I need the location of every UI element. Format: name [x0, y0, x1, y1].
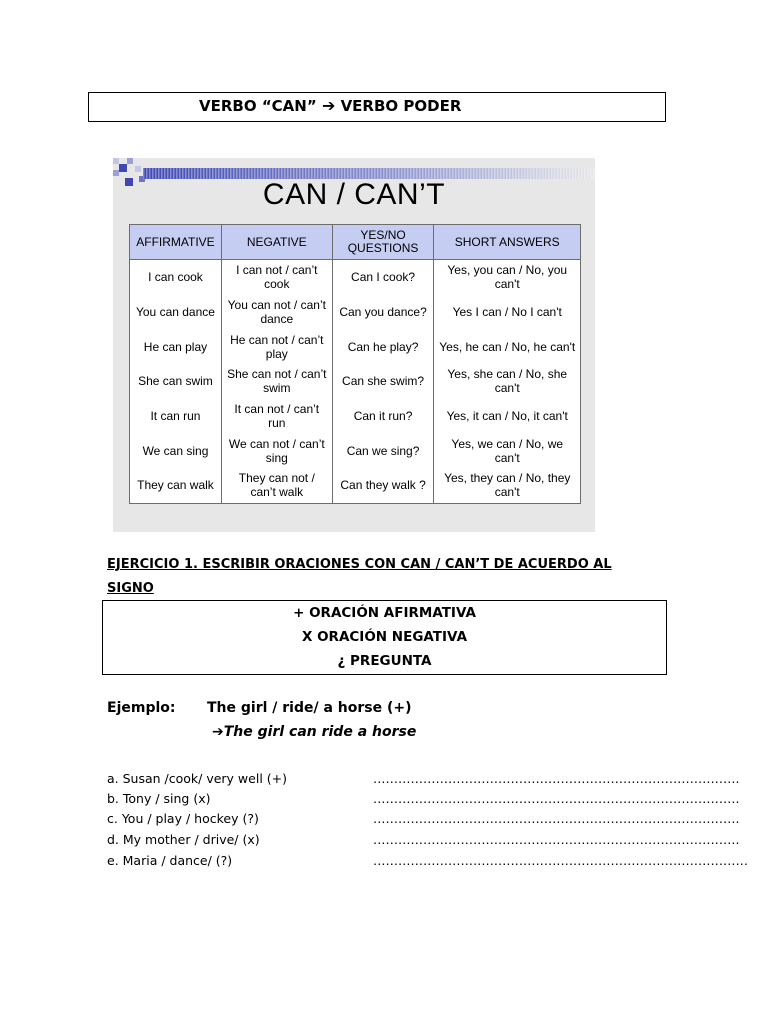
table-row: [130, 295, 581, 330]
exercise-item-b: b. Tony / sing (x): [107, 791, 211, 806]
table-cell: Can they walk ?: [332, 468, 434, 503]
table-cell: It can run: [130, 399, 222, 434]
example-answer: [212, 724, 416, 740]
table-cell: They can walk: [130, 468, 222, 503]
table-cell: Yes, you can / No, you can't: [434, 260, 581, 295]
answer-line-e[interactable]: ………………………………………………………………………………: [373, 853, 748, 868]
sign-negative: X ORACIÓN NEGATIVA: [301, 629, 468, 645]
header-affirmative: AFFIRMATIVE: [130, 225, 222, 260]
title-box: [88, 92, 666, 122]
table-cell: Can he play?: [332, 329, 434, 364]
table-cell: Can it run?: [332, 399, 434, 434]
table-cell: I can not / can’t cook: [221, 260, 332, 295]
table-header-row: [130, 225, 581, 260]
table-cell: Can you dance?: [332, 295, 434, 330]
table-cell: Yes, she can / No, she can't: [434, 364, 581, 399]
header-questions: YES/NO QUESTIONS: [332, 225, 434, 260]
table-cell: You can dance: [130, 295, 222, 330]
table-cell: She can not / can’t swim: [221, 364, 332, 399]
header-negative: NEGATIVE: [221, 225, 332, 260]
title-part1: VERBO “CAN”: [199, 97, 317, 115]
page-title: [199, 96, 461, 115]
answer-line-a[interactable]: …………………………………………………………………………….: [373, 771, 740, 786]
table-cell: Yes I can / No I can't: [434, 295, 581, 330]
table-cell: We can sing: [130, 433, 222, 468]
example-answer-text: The girl can ride a horse: [223, 724, 417, 740]
table-cell: Yes, they can / No, they can't: [434, 468, 581, 503]
answer-line-b[interactable]: …………………………………………………………………………….: [373, 791, 740, 806]
example-prompt: The girl / ride/ a horse (+): [207, 700, 412, 716]
exercise-item-e: e. Maria / dance/ (?): [107, 853, 233, 868]
arrow-right-icon: ➔: [212, 724, 224, 740]
sign-affirmative: + ORACIÓN AFIRMATIVA: [293, 605, 476, 621]
table-cell: Can we sing?: [332, 433, 434, 468]
exercise-item-d: d. My mother / drive/ (x): [107, 832, 260, 847]
table-row: [130, 433, 581, 468]
table-row: [130, 468, 581, 503]
exercise-item-a: a. Susan /cook/ very well (+): [107, 771, 287, 786]
grammar-table: [129, 224, 581, 504]
table-row: [130, 399, 581, 434]
answer-line-d[interactable]: …………………………………………………………………………….: [373, 832, 740, 847]
arrow-right-icon: ➔: [321, 96, 336, 115]
table-cell: You can not / can’t dance: [221, 295, 332, 330]
answer-line-c[interactable]: …………………………………………………………………………….: [373, 811, 740, 826]
table-row: [130, 329, 581, 364]
exercise-item-c: c. You / play / hockey (?): [107, 811, 259, 826]
table-cell: Yes, we can / No, we can't: [434, 433, 581, 468]
sign-question: ¿ PREGUNTA: [337, 653, 432, 669]
table-cell: She can swim: [130, 364, 222, 399]
table-row: [130, 260, 581, 295]
table-cell: Yes, he can / No, he can't: [434, 329, 581, 364]
table-cell: I can cook: [130, 260, 222, 295]
table-cell: He can play: [130, 329, 222, 364]
grammar-slide: [113, 158, 595, 532]
table-cell: He can not / can’t play: [221, 329, 332, 364]
sign-legend-box: [102, 600, 667, 675]
table-cell: Can I cook?: [332, 260, 434, 295]
title-part2: VERBO PODER: [340, 97, 462, 115]
exercise-heading: EJERCICIO 1. ESCRIBIR ORACIONES CON CAN / CAN’T DE ACUERDO AL SIGNO: [107, 557, 612, 596]
table-cell: They can not / can’t walk: [221, 468, 332, 503]
header-short-answers: SHORT ANSWERS: [434, 225, 581, 260]
table-cell: Yes, it can / No, it can't: [434, 399, 581, 434]
table-cell: We can not / can’t sing: [221, 433, 332, 468]
table-cell: Can she swim?: [332, 364, 434, 399]
slide-title: CAN / CAN’T: [262, 178, 446, 211]
example-label: Ejemplo:: [107, 700, 176, 716]
table-row: [130, 364, 581, 399]
table-cell: It can not / can’t run: [221, 399, 332, 434]
